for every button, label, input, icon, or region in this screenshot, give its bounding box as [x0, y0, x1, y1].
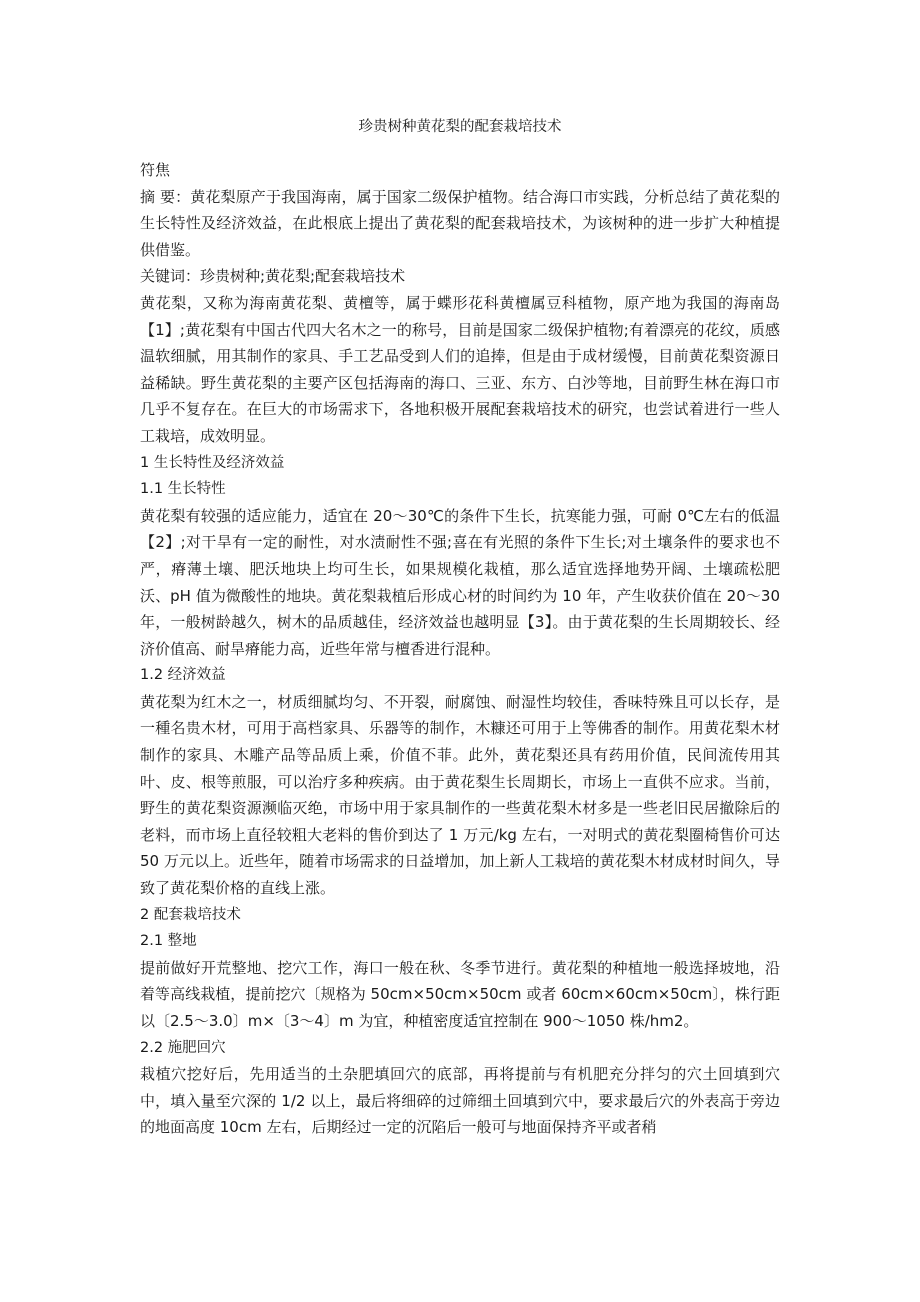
abstract: 摘 要：黄花梨原产于我国海南，属于国家二级保护植物。结合海口市实践，分析总结了黄花梨的生长特性及经济效益，在此根底上提出了黄花梨的配套栽培技术，为该树种的进一步扩大种植提供借鉴。 [140, 187, 780, 259]
paragraph-1-2: 黄花梨为红木之一，材质细腻均匀、不开裂，耐腐蚀、耐湿性均较佳，香味特殊且可以长存，是一種名贵木材，可用于高档家具、乐器等的制作，木糠还可用于上等佛香的制作。用黄花梨木材制作的家具、木雕产品等品质上乘，价值不菲。此外，黄花梨还具有药用价值，民间流传用其叶、皮、根等煎服，可以治疗多种疾病。由于黄花梨生长周期长，市场上一直供不应求。当前，野生的黄花梨资源濒临灭绝，市场中用于家具制作的一些黄花梨木材多是一些老旧民居撤除后的老料，而市场上直径较粗大老料的售价到达了 1 万元/kg 左右，一对明式的黄花梨圈椅售价可达 50 万元以上。近些年，随着市场需求的日益增加，加上新人工栽培的黄花梨木材成材时间久，导致了黄花梨价格的直线上涨。 [140, 692, 780, 898]
document-body [140, 157, 780, 1141]
author: 符焦 [140, 161, 171, 179]
section-heading-1: 1 生长特性及经济效益 [140, 454, 285, 471]
section-heading-2: 2 配套栽培技术 [140, 906, 241, 923]
paragraph-2-2: 栽植穴挖好后，先用适当的土杂肥填回穴的底部，再将提前与有机肥充分拌匀的穴土回填到穴中，填入量至穴深的 1/2 以上，最后将细碎的过筛细土回填到穴中，要求最后穴的外表高于旁边的地面高度 10cm 左右，后期经过一定的沉陷后一般可与地面保持齐平或者稍 [140, 1065, 780, 1137]
document-title: 珍贵树种黄花梨的配套栽培技术 [358, 119, 562, 135]
subsection-heading-2-1: 2.1 整地 [140, 933, 197, 950]
subsection-heading-1-1: 1.1 生长特性 [140, 481, 226, 498]
intro-paragraph: 黄花梨，又称为海南黄花梨、黄檀等，属于蝶形花科黄檀属豆科植物，原产地为我国的海南岛【1】;黄花梨有中国古代四大名木之一的称号，目前是国家二级保护植物;有着漂亮的花纹，质感温软细腻，用其制作的家具、手工艺品受到人们的追捧，但是由于成材缓慢，目前黄花梨资源日益稀缺。野生黄花梨的主要产区包括海南的海口、三亚、东方、白沙等地，目前野生林在海口市几乎不复存在。在巨大的市场需求下，各地积极开展配套栽培技术的研究，也尝试着进行一些人工栽培，成效明显。 [140, 293, 780, 445]
paragraph-2-1: 提前做好开荒整地、挖穴工作，海口一般在秋、冬季节进行。黄花梨的种植地一般选择坡地，沿着等高线栽植，提前挖穴〔规格为 50cm×50cm×50cm 或者 60cm×60cm×50cm〕，株行距以〔2.5～3.0〕m×〔3～4〕m 为宜，种植密度适宜控制在 900～1050 株/hm2。 [140, 958, 780, 1030]
subsection-heading-1-2: 1.2 经济效益 [140, 667, 226, 684]
paragraph-1-1: 黄花梨有较强的适应能力，适宜在 20～30℃的条件下生长，抗寒能力强，可耐 0℃左右的低温【2】;对干旱有一定的耐性，对水渍耐性不强;喜在有光照的条件下生长;对土壤条件的要求也不严，瘠薄土壤、肥沃地块上均可生长，如果规模化栽植，那么适宜选择地势开阔、土壤疏松肥沃、pH 值为微酸性的地块。黄花梨栽植后形成心材的时间约为 10 年，产生收获价值在 20～30 年，一般树龄越久，树木的品质越佳，经济效益也越明显【3】。由于黄花梨的生长周期较长、经济价值高、耐旱瘠能力高，近些年常与檀香进行混种。 [140, 506, 780, 658]
subsection-heading-2-2: 2.2 施肥回穴 [140, 1039, 226, 1056]
keywords: 关键词：珍贵树种;黄花梨;配套栽培技术 [140, 267, 406, 286]
